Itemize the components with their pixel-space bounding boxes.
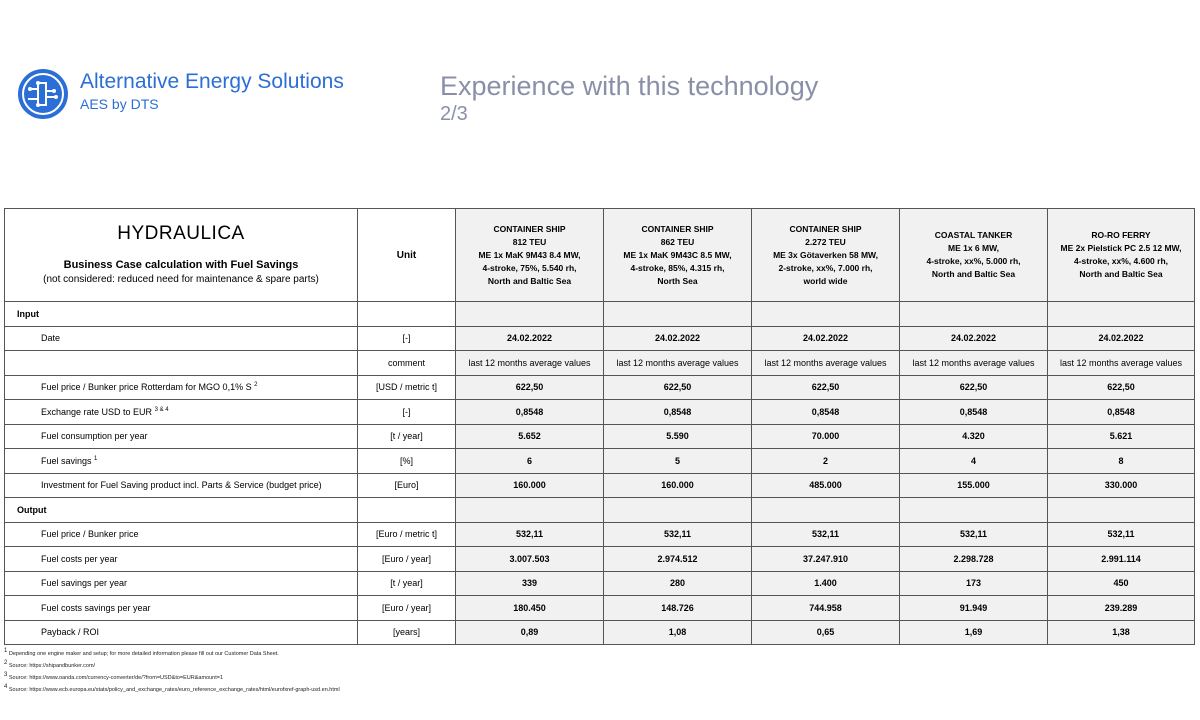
- row-unit: [Euro / year]: [358, 596, 456, 621]
- table-title: HYDRAULICA: [117, 223, 245, 244]
- value-cell: 5.621: [1048, 424, 1195, 449]
- value-cell: 5.652: [456, 424, 604, 449]
- ship-header-line: North and Baltic Sea: [1079, 269, 1163, 279]
- ship-header-line: 2.272 TEU: [805, 236, 846, 247]
- value-cell: 622,50: [1048, 375, 1195, 400]
- footnote-4: $^4$ Source: https://www.ecb.europa.eu/stats/policy_and_exchange_rates/euro_reference_exchange_rates/html/eurofxref-graph-usd.en.html: [4, 684, 340, 693]
- value-cell: 6: [456, 449, 604, 474]
- value-cell: 8: [1048, 449, 1195, 474]
- empty-cell: [358, 302, 456, 327]
- row-unit: [Euro]: [358, 473, 456, 498]
- slide-heading: [440, 70, 818, 126]
- input-section: [5, 302, 1195, 327]
- value-cell: 24.02.2022: [900, 326, 1048, 351]
- table-title-cell: [5, 209, 358, 302]
- empty-cell: [752, 498, 900, 523]
- value-cell: 239.289: [1048, 596, 1195, 621]
- ship-header-line: CONTAINER SHIP: [641, 223, 714, 234]
- value-cell: 0,8548: [456, 400, 604, 425]
- value-cell: 0,8548: [1048, 400, 1195, 425]
- table-row: [5, 571, 1195, 596]
- empty-cell: [604, 498, 752, 523]
- brand-title: Alternative Energy Solutions: [80, 70, 344, 93]
- aes-logo-icon: [16, 67, 70, 121]
- empty-cell: [752, 302, 900, 327]
- footnote-3: $^3$ Source: https://www.oanda.com/currency-converter/de/?from=USD&to=EUR&amount=1: [4, 672, 224, 681]
- value-cell: 622,50: [900, 375, 1048, 400]
- row-unit: [t / year]: [358, 571, 456, 596]
- slide-title: Experience with this technology: [440, 71, 819, 101]
- value-cell: last 12 months average values: [604, 351, 752, 376]
- value-cell: 339: [456, 571, 604, 596]
- row-label: Fuel savings $^1$: [5, 449, 358, 474]
- value-cell: 450: [1048, 571, 1195, 596]
- ship-header-5: [1048, 209, 1195, 302]
- table-row: [5, 522, 1195, 547]
- value-cell: 5: [604, 449, 752, 474]
- output-section-label: Output: [5, 498, 358, 523]
- value-cell: 1,08: [604, 620, 752, 645]
- ship-header-3: [752, 209, 900, 302]
- value-cell: 0,8548: [604, 400, 752, 425]
- value-cell: 173: [900, 571, 1048, 596]
- unit-header: Unit: [358, 209, 456, 302]
- value-cell: 2: [752, 449, 900, 474]
- table-row: [5, 473, 1195, 498]
- row-label: Investment for Fuel Saving product incl. Parts & Service (budget price): [5, 473, 358, 498]
- value-cell: last 12 months average values: [456, 351, 604, 376]
- value-cell: last 12 months average values: [900, 351, 1048, 376]
- footnote-ref: 2: [254, 382, 258, 389]
- row-label: Fuel consumption per year: [5, 424, 358, 449]
- footnote-1: $^1$ Depending one engine maker and setup; for more detailed information please fill out our Customer Data Sheet.: [4, 648, 279, 657]
- ship-header-line: ME 1x MaK 9M43C 8.5 MW,: [623, 249, 732, 260]
- value-cell: 91.949: [900, 596, 1048, 621]
- table-row: [5, 449, 1195, 474]
- row-unit: [years]: [358, 620, 456, 645]
- empty-cell: [1048, 302, 1195, 327]
- table-row: [5, 424, 1195, 449]
- value-cell: 70.000: [752, 424, 900, 449]
- value-cell: 0,65: [752, 620, 900, 645]
- value-cell: 3.007.503: [456, 547, 604, 572]
- footnote-2: $^2$ Source: https://shipandbunker.com/: [4, 660, 96, 669]
- value-cell: 532,11: [752, 522, 900, 547]
- ship-header-line: North and Baltic Sea: [487, 275, 572, 286]
- row-label: Payback / ROI: [5, 620, 358, 645]
- value-cell: 5.590: [604, 424, 752, 449]
- value-cell: 622,50: [456, 375, 604, 400]
- ship-header-line: CONTAINER SHIP: [789, 223, 862, 234]
- ship-header-line: COASTAL TANKER: [934, 230, 1013, 240]
- value-cell: 0,89: [456, 620, 604, 645]
- value-cell: 4: [900, 449, 1048, 474]
- footnote-ref: 3 & 4: [154, 406, 169, 413]
- footnote-number: 2: [4, 660, 8, 666]
- ship-header-line: CONTAINER SHIP: [493, 223, 566, 234]
- value-cell: 532,11: [456, 522, 604, 547]
- ship-header-line: 862 TEU: [660, 236, 695, 247]
- row-unit: [t / year]: [358, 424, 456, 449]
- empty-cell: [604, 302, 752, 327]
- ship-header-line: ME 1x 6 MW,: [947, 243, 999, 253]
- value-cell: 24.02.2022: [604, 326, 752, 351]
- ship-header-2: [604, 209, 752, 302]
- table-row: [5, 620, 1195, 645]
- table-subtitle: Business Case calculation with Fuel Savings: [63, 259, 299, 271]
- value-cell: 155.000: [900, 473, 1048, 498]
- ship-header-line: world wide: [803, 275, 848, 286]
- value-cell: 1,38: [1048, 620, 1195, 645]
- footnote-number: 1: [4, 648, 8, 654]
- row-label: Fuel savings per year: [5, 571, 358, 596]
- row-unit: [Euro / metric t]: [358, 522, 456, 547]
- value-cell: 2.991.114: [1048, 547, 1195, 572]
- ship-header-line: 2-stroke, xx%, 7.000 rh,: [778, 262, 873, 273]
- table-row: [5, 400, 1195, 425]
- row-unit: comment: [358, 351, 456, 376]
- row-unit: [-]: [358, 326, 456, 351]
- value-cell: 37.247.910: [752, 547, 900, 572]
- value-cell: 330.000: [1048, 473, 1195, 498]
- value-cell: 160.000: [456, 473, 604, 498]
- row-unit: [%]: [358, 449, 456, 474]
- value-cell: 4.320: [900, 424, 1048, 449]
- business-case-table: [4, 208, 1195, 645]
- table-row: [5, 351, 1195, 376]
- ship-header-line: 4-stroke, 75%, 5.540 rh,: [482, 262, 577, 273]
- row-unit: [Euro / year]: [358, 547, 456, 572]
- value-cell: 0,8548: [900, 400, 1048, 425]
- empty-cell: [1048, 498, 1195, 523]
- row-label: Fuel costs per year: [5, 547, 358, 572]
- value-cell: 160.000: [604, 473, 752, 498]
- table-row: [5, 326, 1195, 351]
- ship-header-line: 812 TEU: [512, 236, 547, 247]
- footnote-number: 3: [4, 672, 8, 678]
- ship-header-4: [900, 209, 1048, 302]
- value-cell: 622,50: [752, 375, 900, 400]
- footnote-ref: 1: [94, 455, 98, 462]
- value-cell: 280: [604, 571, 752, 596]
- value-cell: 24.02.2022: [752, 326, 900, 351]
- value-cell: 2.298.728: [900, 547, 1048, 572]
- output-section: [5, 498, 1195, 523]
- value-cell: 1,69: [900, 620, 1048, 645]
- table-row: [5, 375, 1195, 400]
- brand-subtitle: AES by DTS: [80, 96, 159, 112]
- row-unit: [USD / metric t]: [358, 375, 456, 400]
- ship-header-line: 4-stroke, xx%, 4.600 rh,: [1073, 256, 1169, 266]
- value-cell: 24.02.2022: [1048, 326, 1195, 351]
- ship-header-line: RO-RO FERRY: [1091, 230, 1151, 240]
- row-label: [5, 351, 358, 376]
- value-cell: 532,11: [900, 522, 1048, 547]
- row-label: Fuel price / Bunker price Rotterdam for MGO 0,1% S $^2$: [5, 375, 358, 400]
- ship-header-line: North and Baltic Sea: [931, 269, 1016, 279]
- ship-header-line: North Sea: [657, 275, 698, 286]
- row-label: Exchange rate USD to EUR $^{3 \& 4}$: [5, 400, 358, 425]
- table-row: [5, 547, 1195, 572]
- value-cell: 532,11: [1048, 522, 1195, 547]
- ship-header-line: 4-stroke, xx%, 5.000 rh,: [926, 256, 1021, 266]
- value-cell: 1.400: [752, 571, 900, 596]
- value-cell: 532,11: [604, 522, 752, 547]
- ship-header-1: [456, 209, 604, 302]
- empty-cell: [900, 302, 1048, 327]
- value-cell: 2.974.512: [604, 547, 752, 572]
- row-label: Fuel costs savings per year: [5, 596, 358, 621]
- footnote-number: 4: [4, 684, 8, 690]
- empty-cell: [358, 498, 456, 523]
- value-cell: last 12 months average values: [1048, 351, 1195, 376]
- ship-header-line: ME 2x Pielstick PC 2.5 12 MW,: [1060, 243, 1182, 253]
- row-label: Date: [5, 326, 358, 351]
- value-cell: last 12 months average values: [752, 351, 900, 376]
- value-cell: 0,8548: [752, 400, 900, 425]
- ship-header-line: ME 1x MaK 9M43 8.4 MW,: [478, 249, 581, 260]
- input-section-label: Input: [5, 302, 358, 327]
- empty-cell: [900, 498, 1048, 523]
- value-cell: 485.000: [752, 473, 900, 498]
- row-label: Fuel price / Bunker price: [5, 522, 358, 547]
- row-unit: [-]: [358, 400, 456, 425]
- value-cell: 744.958: [752, 596, 900, 621]
- value-cell: 622,50: [604, 375, 752, 400]
- ship-header-line: 4-stroke, 85%, 4.315 rh,: [630, 262, 725, 273]
- value-cell: 180.450: [456, 596, 604, 621]
- value-cell: 24.02.2022: [456, 326, 604, 351]
- empty-cell: [456, 498, 604, 523]
- value-cell: 148.726: [604, 596, 752, 621]
- table-note: (not considered: reduced need for maintenance & spare parts): [43, 274, 319, 285]
- ship-header-line: ME 3x Götaverken 58 MW,: [773, 249, 878, 260]
- brand-block: [80, 70, 344, 114]
- table-row: [5, 596, 1195, 621]
- empty-cell: [456, 302, 604, 327]
- table-header-row: [5, 209, 1195, 302]
- slide-page-number: 2/3: [440, 103, 468, 125]
